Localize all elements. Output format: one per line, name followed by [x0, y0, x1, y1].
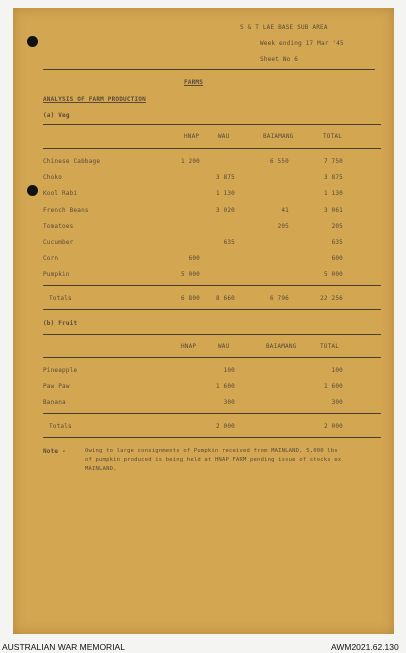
fruit-wau: 100: [223, 367, 235, 374]
fruit-col-header-hnap: HNAP: [181, 343, 197, 350]
veg-wau: 3 875: [215, 174, 235, 181]
col-header-baiamang: BAIAMANG: [263, 133, 294, 140]
veg-totals-top-rule: [43, 285, 381, 286]
veg-label: (a) Veg: [43, 112, 70, 119]
note-line-3: MAINLAND.: [85, 466, 117, 472]
header-line-2: Week ending 17 Mar '45: [260, 40, 344, 47]
veg-baiamang: 205: [277, 223, 289, 230]
veg-item: Pumpkin: [43, 271, 70, 278]
col-header-wau: WAU: [218, 133, 230, 140]
fruit-total: 1 600: [323, 383, 343, 390]
veg-total: 205: [331, 223, 343, 230]
analysis-heading: ANALYSIS OF FARM PRODUCTION: [43, 96, 146, 103]
fruit-wau: 1 600: [215, 383, 235, 390]
footer-accession-number: AWM2021.62.130: [331, 642, 399, 652]
veg-totals-bottom-rule: [43, 309, 381, 310]
veg-item: Corn: [43, 255, 59, 262]
fruit-totals-bottom-rule: [43, 437, 381, 438]
col-header-total: TOTAL: [323, 133, 343, 140]
veg-item: Kool Rabi: [43, 190, 78, 197]
fruit-item: Banana: [43, 399, 66, 406]
fruit-col-header-wau: WAU: [218, 343, 230, 350]
veg-item: Tomatoes: [43, 223, 74, 230]
fruit-totals-top-rule: [43, 413, 381, 414]
veg-wau: 635: [223, 239, 235, 246]
fruit-header-rule: [43, 357, 381, 358]
veg-top-rule: [43, 124, 381, 125]
veg-header-rule: [43, 148, 381, 149]
fruit-top-rule: [43, 334, 381, 335]
col-header-hnap: HNAP: [184, 133, 200, 140]
veg-total: 3 061: [323, 207, 343, 214]
fruit-totals-total: 2 000: [323, 423, 343, 430]
veg-totals-baiamang: 6 796: [269, 295, 289, 302]
note-label: Note -: [43, 448, 66, 455]
veg-hnap: 1 200: [180, 158, 200, 165]
veg-wau: 1 130: [215, 190, 235, 197]
fruit-totals-label: Totals: [49, 423, 72, 430]
fruit-label: (b) Fruit: [43, 320, 78, 327]
veg-totals-label: Totals: [49, 295, 72, 302]
veg-item: Cucumber: [43, 239, 74, 246]
veg-total: 3 875: [323, 174, 343, 181]
note-line-2: of pumpkin produced is being held at HNAP FARM pending issue of stocks ex: [85, 457, 342, 463]
veg-totals-total: 22 256: [320, 295, 343, 302]
fruit-col-header-total: TOTAL: [320, 343, 340, 350]
veg-total: 600: [331, 255, 343, 262]
fruit-item: Pineapple: [43, 367, 78, 374]
footer-institution: AUSTRALIAN WAR MEMORIAL: [2, 642, 125, 652]
veg-total: 7 750: [323, 158, 343, 165]
veg-totals-wau: 8 660: [215, 295, 235, 302]
veg-baiamang: 6 550: [269, 158, 289, 165]
veg-item: French Beans: [43, 207, 89, 214]
veg-item: Choko: [43, 174, 63, 181]
header-rule: [43, 69, 375, 70]
fruit-total: 300: [331, 399, 343, 406]
fruit-col-header-baiamang: BAIAMANG: [266, 343, 297, 350]
fruit-wau: 300: [223, 399, 235, 406]
header-line-3: Sheet No 6: [260, 56, 299, 63]
veg-total: 635: [331, 239, 343, 246]
section-title: FARMS: [184, 79, 204, 86]
veg-item: Chinese Cabbage: [43, 158, 101, 165]
note-line-1: Owing to large consignments of Pumpkin received from MAINLAND, 5,000 lbs: [85, 448, 338, 454]
veg-hnap: 600: [188, 255, 200, 262]
punch-hole-middle: [27, 185, 38, 196]
fruit-totals-wau: 2 000: [215, 423, 235, 430]
punch-hole-top: [27, 36, 38, 47]
veg-total: 1 130: [323, 190, 343, 197]
veg-baiamang: 41: [281, 207, 289, 214]
veg-hnap: 5 000: [180, 271, 200, 278]
fruit-item: Paw Paw: [43, 383, 70, 390]
header-line-1: S & T LAE BASE SUB AREA: [240, 24, 328, 31]
fruit-total: 100: [331, 367, 343, 374]
veg-total: 5 000: [323, 271, 343, 278]
veg-wau: 3 020: [215, 207, 235, 214]
veg-totals-hnap: 6 800: [180, 295, 200, 302]
